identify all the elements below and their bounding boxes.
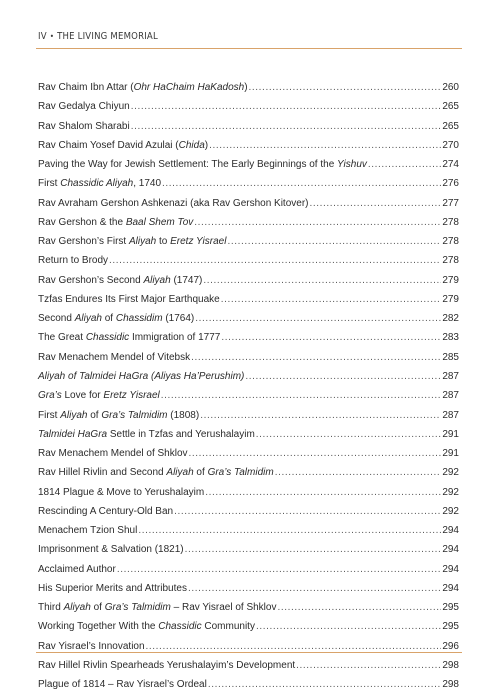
toc-entry-title xyxy=(38,251,108,270)
toc-entry-page-number: 278 xyxy=(442,236,459,248)
toc-entry-title xyxy=(38,598,276,617)
toc-entry-page-number: 274 xyxy=(442,159,459,171)
toc-entry xyxy=(38,271,459,290)
toc-entry-title-text: Rav Gershon’s First xyxy=(38,236,129,248)
toc-entry-title-text: ) xyxy=(244,82,248,93)
toc-entry-page-number: 292 xyxy=(442,467,459,479)
toc-entry-title xyxy=(38,348,190,367)
toc-entry-title xyxy=(38,502,173,521)
toc-dot-leader xyxy=(221,290,442,309)
toc-entry-title-text: Rav Hillel Rivlin Spearheads Yerushalayim’s Development xyxy=(38,659,296,671)
toc-entry xyxy=(38,540,459,559)
toc-entry xyxy=(38,367,459,386)
toc-entry-page-number: 279 xyxy=(442,293,459,305)
toc-entry-title-text: to xyxy=(156,236,171,248)
toc-entry xyxy=(38,502,459,521)
toc-entry-page-number: 282 xyxy=(442,313,459,325)
toc-entry-title-italic: Gra’s Talmidim xyxy=(104,602,171,614)
toc-dot-leader xyxy=(227,232,441,251)
toc-entry xyxy=(38,560,459,579)
toc-entry xyxy=(38,117,459,136)
toc-dot-leader xyxy=(189,444,442,463)
toc-entry-title-text: Menachem Tzion Shul xyxy=(38,525,138,537)
toc-entry-title-text: Acclaimed Author xyxy=(38,563,116,575)
toc-entry xyxy=(38,290,459,309)
toc-entry-page-number: 287 xyxy=(442,370,459,382)
toc-entry-page-number: 265 xyxy=(442,120,459,132)
toc-dot-leader xyxy=(195,309,441,328)
toc-dot-leader xyxy=(249,78,442,97)
toc-entry xyxy=(38,656,459,675)
toc-entry xyxy=(38,328,459,347)
toc-entry-title-italic: Gra’s Talmidim xyxy=(207,467,274,479)
toc-entry-title-text: of xyxy=(101,313,116,325)
toc-dot-leader xyxy=(256,425,442,444)
toc-entry-title-italic: Ohr HaChaim HaKadosh xyxy=(133,82,245,93)
toc-entry-page-number: 277 xyxy=(442,197,459,209)
toc-entry-title-text: Rescinding A Century-Old Ban xyxy=(38,505,174,517)
toc-dot-leader xyxy=(200,406,441,425)
toc-entry-title-text: (1764) xyxy=(162,313,195,325)
toc-entry-title-text: Rav Chaim Ibn Attar ( xyxy=(38,82,134,93)
toc-entry xyxy=(38,483,459,502)
toc-entry-page-number: 294 xyxy=(442,582,459,594)
toc-dot-leader xyxy=(191,348,441,367)
toc-entry-title-text: Working Together With the xyxy=(38,621,159,633)
toc-entry-page-number: 291 xyxy=(442,428,459,440)
toc-dot-leader xyxy=(162,174,441,193)
toc-dot-leader xyxy=(221,328,441,347)
toc-entry xyxy=(38,386,459,405)
toc-dot-leader xyxy=(131,117,442,136)
toc-entry-title xyxy=(38,136,208,155)
toc-entry-title-italic: Baal Shem Tov xyxy=(125,216,194,228)
toc-dot-leader xyxy=(138,521,441,540)
toc-entry-page-number: 292 xyxy=(442,486,459,498)
toc-dot-leader xyxy=(109,251,441,270)
toc-entry xyxy=(38,155,459,174)
toc-entry-title xyxy=(38,386,160,405)
toc-entry-title xyxy=(38,328,220,347)
toc-dot-leader xyxy=(174,502,441,521)
toc-entry xyxy=(38,309,459,328)
toc-entry-title-text: Love for xyxy=(61,390,104,402)
toc-dot-leader xyxy=(146,637,442,656)
toc-entry-title-italic: Chassidic xyxy=(158,621,202,633)
toc-entry-title-italic: Aliyah xyxy=(74,313,102,325)
toc-entry-page-number: 260 xyxy=(442,82,459,93)
toc-entry-title xyxy=(38,271,202,290)
running-header xyxy=(38,31,158,42)
toc-entry-title xyxy=(38,309,194,328)
toc-entry-title xyxy=(38,425,255,444)
toc-entry-title-italic: Aliyah xyxy=(143,274,171,286)
toc-entry-title xyxy=(38,637,145,656)
toc-entry-title xyxy=(38,521,137,540)
toc-entry-title-text: Settle in Tzfas and Yerushalayim xyxy=(107,428,255,440)
toc-entry-page-number: 278 xyxy=(442,255,459,267)
toc-entry-title-italic: Yishuv xyxy=(337,159,367,171)
toc-entry xyxy=(38,97,459,116)
toc-entry-title xyxy=(38,540,184,559)
toc-dot-leader xyxy=(205,483,441,502)
toc-entry-title-italic: Chassidic xyxy=(85,332,130,344)
toc-entry xyxy=(38,463,459,482)
toc-dot-leader xyxy=(310,194,442,213)
toc-entry-title-text: , 1740 xyxy=(133,178,162,190)
toc-entry-title-text: First xyxy=(38,178,61,190)
toc-entry-page-number: 283 xyxy=(442,332,459,344)
toc-entry-title-text: (1747) xyxy=(170,274,203,286)
toc-entry xyxy=(38,251,459,270)
toc-entry xyxy=(38,579,459,598)
toc-entry-title-italic: Aliyah xyxy=(60,409,88,421)
toc-entry-title-text: Immigration of 1777 xyxy=(129,332,221,344)
toc-entry xyxy=(38,78,459,97)
toc-entry-page-number: 265 xyxy=(442,101,459,113)
footer-rule xyxy=(36,652,462,653)
toc-entry-title xyxy=(38,155,367,174)
toc-entry-page-number: 298 xyxy=(442,679,459,691)
toc-entry-title xyxy=(38,656,295,675)
toc-entry-title-italic: Talmidei HaGra xyxy=(38,428,108,440)
toc-entry-title-text: Rav Avraham Gershon Ashkenazi (aka Rav Gershon Kitover) xyxy=(38,197,309,209)
toc-entry-title xyxy=(38,367,244,386)
toc-entry-title-text: 1814 Plague & Move to Yerushalayim xyxy=(38,486,205,498)
toc-entry-title-text: Rav Gershon’s Second xyxy=(38,274,144,286)
toc-entry-title-text: Community xyxy=(201,621,255,633)
toc-entry-page-number: 287 xyxy=(442,390,459,402)
toc-entry-title-text: Rav Gershon & the xyxy=(38,216,126,228)
toc-entry-title xyxy=(38,579,187,598)
toc-entry xyxy=(38,617,459,636)
toc-entry xyxy=(38,444,459,463)
toc-entry-page-number: 294 xyxy=(442,544,459,556)
toc-entry-page-number: 295 xyxy=(442,621,459,633)
toc-entry xyxy=(38,521,459,540)
toc-entry-title-italic: Gra’s Talmidim xyxy=(101,409,168,421)
toc-entry-title-italic: Eretz Yisrael xyxy=(103,390,160,402)
toc-entry-title-text: Plague of 1814 – Rav Yisrael’s Ordeal xyxy=(38,679,207,691)
toc-entry-title xyxy=(38,675,207,694)
toc-entry-title-text: – Rav Yisrael of Shklov xyxy=(170,602,277,614)
toc-dot-leader xyxy=(161,386,442,405)
table-of-contents xyxy=(38,78,459,695)
header-page-number: IV xyxy=(38,31,47,42)
toc-entry-title-text: Paving the Way for Jewish Settlement: The Early Beginnings of the xyxy=(38,159,338,171)
toc-entry-page-number: 270 xyxy=(442,139,459,151)
toc-entry-title-text: Return to Brody xyxy=(38,255,109,267)
toc-entry-title xyxy=(38,194,309,213)
toc-entry-title-text: Rav Chaim Yosef David Azulai ( xyxy=(38,139,179,151)
toc-entry-page-number: 285 xyxy=(442,351,459,363)
toc-entry-title xyxy=(38,78,248,97)
toc-entry-title-text: Imprisonment & Salvation (1821) xyxy=(38,544,184,556)
toc-entry xyxy=(38,136,459,155)
toc-entry-title-text: Rav Hillel Rivlin and Second xyxy=(38,467,167,479)
toc-entry-page-number: 298 xyxy=(442,659,459,671)
toc-entry-title-italic: Aliyah xyxy=(128,236,157,248)
toc-entry-title-text: Rav Menachem Mendel of Shklov xyxy=(38,448,188,460)
header-title: THE LIVING MEMORIAL xyxy=(57,31,158,42)
toc-entry-title-text: (1808) xyxy=(167,409,200,421)
toc-entry-title-text: Rav Shalom Sharabi xyxy=(38,120,130,132)
toc-dot-leader xyxy=(208,675,442,694)
toc-dot-leader xyxy=(368,155,441,174)
toc-entry-page-number: 278 xyxy=(442,216,459,228)
toc-entry-title xyxy=(38,174,161,193)
toc-entry-page-number: 292 xyxy=(442,505,459,517)
toc-entry-page-number: 295 xyxy=(442,602,459,614)
toc-entry-title-text: ) xyxy=(204,139,209,151)
toc-entry-title-italic: Chida xyxy=(178,139,205,151)
toc-entry-title xyxy=(38,117,130,136)
toc-entry-title xyxy=(38,444,188,463)
toc-entry xyxy=(38,598,459,617)
toc-entry xyxy=(38,194,459,213)
toc-entry-page-number: 279 xyxy=(442,274,459,286)
toc-entry-page-number: 287 xyxy=(442,409,459,421)
toc-entry-title xyxy=(38,213,193,232)
toc-entry-title-text: Second xyxy=(38,313,75,325)
toc-entry-title xyxy=(38,290,220,309)
toc-entry-title-text: The Great xyxy=(38,332,86,344)
toc-entry xyxy=(38,213,459,232)
toc-dot-leader xyxy=(209,136,441,155)
toc-entry-page-number: 296 xyxy=(442,640,459,652)
toc-entry-title-italic: Aliyah xyxy=(63,602,91,614)
toc-entry xyxy=(38,637,459,656)
toc-entry-title-text: of xyxy=(87,409,102,421)
toc-dot-leader xyxy=(188,579,441,598)
toc-dot-leader xyxy=(185,540,442,559)
toc-entry-page-number: 291 xyxy=(442,448,459,460)
toc-entry-title-italic: Aliyah xyxy=(166,467,194,479)
toc-entry-title-text: of xyxy=(90,602,105,614)
toc-entry-title-text: First xyxy=(38,409,61,421)
toc-entry-title-text: His Superior Merits and Attributes xyxy=(38,582,187,594)
toc-dot-leader xyxy=(296,656,441,675)
toc-entry-title xyxy=(38,617,255,636)
toc-entry-title-italic: Chassidic Aliyah xyxy=(60,178,134,190)
toc-dot-leader xyxy=(131,97,442,116)
toc-entry-title-italic: Chassidim xyxy=(115,313,163,325)
toc-dot-leader xyxy=(277,598,441,617)
toc-entry-title-text: of xyxy=(193,467,208,479)
toc-entry xyxy=(38,174,459,193)
toc-entry xyxy=(38,348,459,367)
toc-dot-leader xyxy=(203,271,441,290)
toc-dot-leader xyxy=(117,560,441,579)
toc-entry-title-text: Rav Yisrael’s Innovation xyxy=(38,640,145,652)
toc-dot-leader xyxy=(256,617,441,636)
toc-entry xyxy=(38,406,459,425)
toc-entry-page-number: 294 xyxy=(442,563,459,575)
toc-entry-title xyxy=(38,463,274,482)
toc-entry-page-number: 294 xyxy=(442,525,459,537)
toc-entry-title xyxy=(38,406,199,425)
toc-dot-leader xyxy=(275,463,442,482)
toc-entry-title-text: Third xyxy=(38,602,64,614)
toc-entry-title-text: Rav Gedalya Chiyun xyxy=(38,101,130,113)
toc-dot-leader xyxy=(194,213,441,232)
toc-entry-title xyxy=(38,97,130,116)
toc-dot-leader xyxy=(245,367,441,386)
toc-entry-title xyxy=(38,560,116,579)
header-rule xyxy=(36,48,462,49)
toc-entry-title-italic: Eretz Yisrael xyxy=(170,236,227,248)
toc-entry-title xyxy=(38,232,226,251)
toc-entry xyxy=(38,425,459,444)
header-separator: • xyxy=(49,32,55,41)
toc-entry-page-number: 276 xyxy=(442,178,459,190)
toc-entry-title xyxy=(38,483,204,502)
toc-entry-title-text: Rav Menachem Mendel of Vitebsk xyxy=(38,351,191,363)
toc-entry-title-italic: Aliyah of Talmidei HaGra (Aliyas Ha’Perushim) xyxy=(38,370,245,382)
toc-entry-title-italic: Gra’s xyxy=(38,390,62,402)
toc-entry xyxy=(38,232,459,251)
toc-entry xyxy=(38,675,459,694)
toc-entry-title-text: Tzfas Endures Its First Major Earthquake xyxy=(38,293,220,305)
